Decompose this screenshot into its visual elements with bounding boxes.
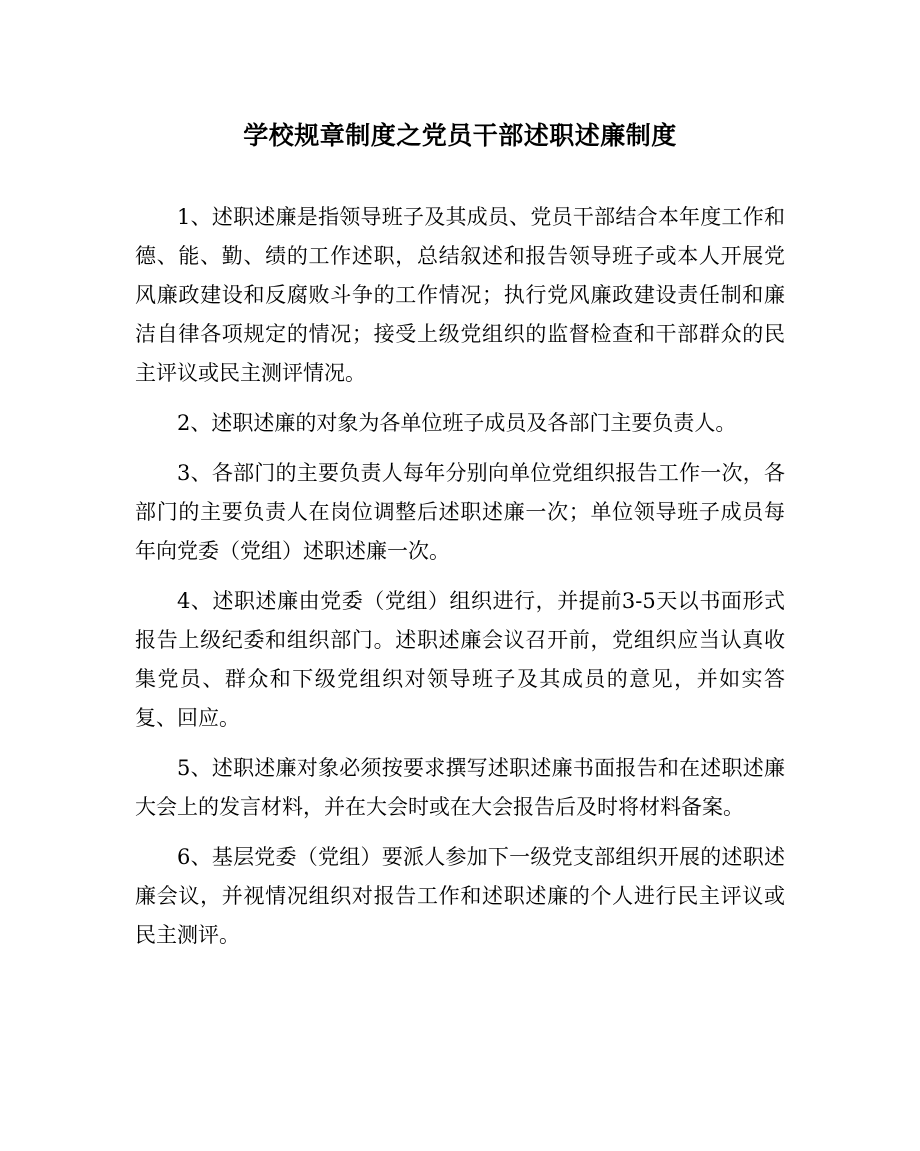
paragraph-6: 6、基层党委（党组）要派人参加下一级党支部组织开展的述职述廉会议，并视情况组织对报告工作和述职述廉的个人进行民主评议或民主测评。 <box>135 845 785 947</box>
paragraph-2: 2、述职述廉的对象为各单位班子成员及各部门主要负责人。 <box>177 411 737 435</box>
paragraph-1: 1、述职述廉是指领导班子及其成员、党员干部结合本年度工作和德、能、勤、绩的工作述职，总结叙述和报告领导班子或本人开展党风廉政建设和反腐败斗争的工作情况；执行党风廉政建设责任制和廉洁自律各项规定的情况；接受上级党组织的监督检查和干部群众的民主评议或民主测评情况。 <box>135 205 785 385</box>
paragraph-4: 4、述职述廉由党委（党组）组织进行，并提前3-5天以书面形式报告上级纪委和组织部门。述职述廉会议召开前，党组织应当认真收集党员、群众和下级党组织对领导班子及其成员的意见，并如实答复、回应。 <box>135 589 785 730</box>
document-title: 学校规章制度之党员干部述职述廉制度 <box>243 121 677 150</box>
paragraph-5: 5、述职述廉对象必须按要求撰写述职述廉书面报告和在述职述廉大会上的发言材料，并在大会时或在大会报告后及时将材料备案。 <box>135 756 785 819</box>
paragraph-3: 3、各部门的主要负责人每年分别向单位党组织报告工作一次，各部门的主要负责人在岗位调整后述职述廉一次；单位领导班子成员每年向党委（党组）述职述廉一次。 <box>135 461 785 563</box>
document-body <box>135 198 785 955</box>
